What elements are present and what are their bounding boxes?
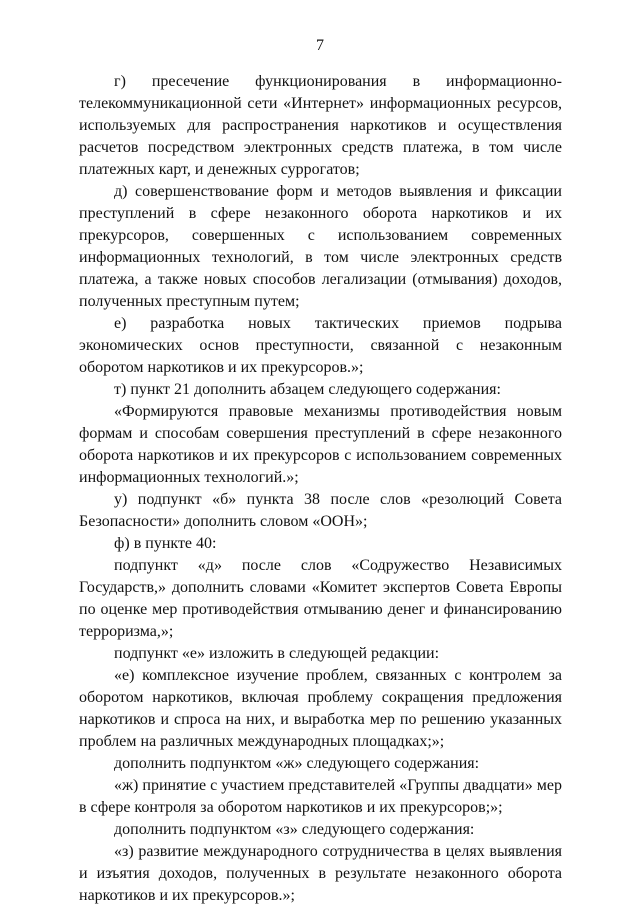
paragraph-add-zh-text: «ж) принятие с участием представителей «Группы двадцати» мер в сфере контроля за оборотом наркотиков и их прекурсоров;»; bbox=[79, 777, 562, 816]
paragraph-e: е) разработка новых тактических приемов подрыва экономических основ преступности, связанной с незаконным оборотом наркотиков и их прекурсоров.»; bbox=[79, 315, 562, 376]
paragraph-d: д) совершенствование форм и методов выявления и фиксации преступлений в сфере незаконного оборота наркотиков и их прекурсоров, совершенных с использованием современных информационных технологий, в том числе электронных средств платежа, а также новых способов легализации (отмывания) доходов, полученных преступным путем; bbox=[79, 183, 562, 310]
paragraph-t-quote: «Формируются правовые механизмы противодействия новым формам и способам совершения преступлений в сфере незаконного оборота наркотиков и их прекурсоров с использованием современных информационных технологий.»; bbox=[79, 403, 562, 486]
paragraph-add-z-text: «з) развитие международного сотрудничества в целях выявления и изъятия доходов, полученных в результате незаконного оборота наркотиков и их прекурсоров.»; bbox=[79, 843, 562, 904]
paragraph-add-z-intro: дополнить подпунктом «з» следующего содержания: bbox=[114, 821, 475, 838]
document-body bbox=[79, 71, 562, 907]
page-number: 7 bbox=[316, 37, 324, 54]
paragraph-add-zh-intro: дополнить подпунктом «ж» следующего содержания: bbox=[114, 755, 480, 772]
paragraph-u: у) подпункт «б» пункта 38 после слов «резолюций Совета Безопасности» дополнить словом «ООН»; bbox=[79, 491, 562, 530]
paragraph-f-subpoint-e-text: «е) комплексное изучение проблем, связанных с контролем за оборотом наркотиков, включая проблему сокращения предложения наркотиков и спроса на них, и выработка мер по решению указанных проблем на различных международных площадках;»; bbox=[79, 667, 562, 750]
paragraph-f: ф) в пункте 40: bbox=[114, 535, 217, 552]
paragraph-f-subpoint-e-intro: подпункт «е» изложить в следующей редакции: bbox=[114, 645, 440, 662]
paragraph-f-subpoint-d: подпункт «д» после слов «Содружество Независимых Государств,» дополнить словами «Комитет экспертов Совета Европы по оценке мер противодействия отмыванию денег и финансированию терроризма,»; bbox=[79, 557, 562, 640]
paragraph-t: т) пункт 21 дополнить абзацем следующего содержания: bbox=[114, 381, 501, 398]
paragraph-g: г) пресечение функционирования в информационно-телекоммуникационной сети «Интернет» информационных ресурсов, используемых для распространения наркотиков и осуществления расчетов посредством электронных средств платежа, в том числе платежных карт, и денежных суррогатов; bbox=[79, 73, 562, 178]
